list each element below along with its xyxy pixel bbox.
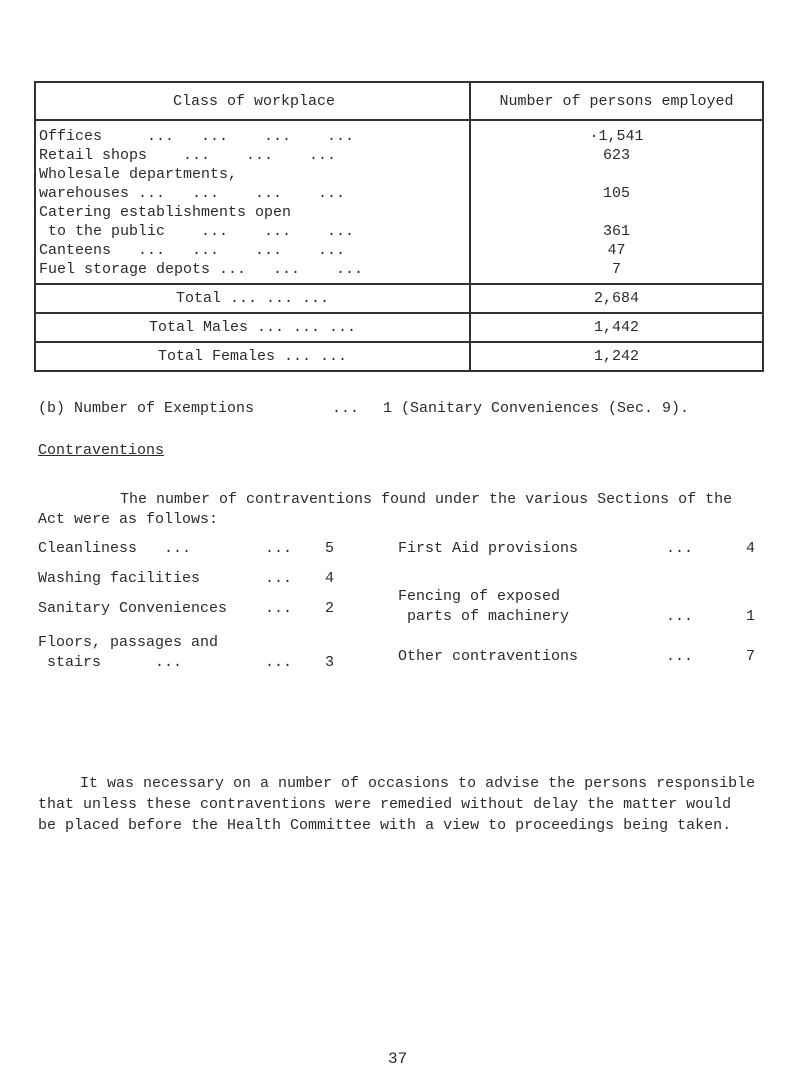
left-item-count: 2 <box>325 600 335 617</box>
right-item-label: Fencing of exposed <box>398 588 561 605</box>
left-item-label: stairs ... <box>38 654 183 671</box>
row-value: 623 <box>602 147 630 164</box>
total-males-value: 1,442 <box>470 313 763 342</box>
employment-table <box>34 81 764 372</box>
left-item-dots: ... <box>265 600 293 617</box>
row-value: 7 <box>611 261 621 278</box>
total-females-value: 1,242 <box>470 342 763 371</box>
row-label: Retail shops ... ... ... <box>39 147 337 164</box>
total-males-label: Total Males ... ... ... <box>35 313 470 342</box>
right-item-count: 7 <box>746 648 756 665</box>
persons-list <box>470 120 763 284</box>
contraventions-heading: Contraventions <box>38 442 165 459</box>
row-label: Offices ... ... ... ... <box>39 128 355 145</box>
left-item-label: Sanitary Conveniences <box>38 600 228 617</box>
right-item-dots: ... <box>666 540 694 557</box>
exemptions-dots: ... <box>332 400 360 417</box>
page-number: 37 <box>388 1050 408 1068</box>
left-item-dots: ... <box>265 654 293 671</box>
row-label: Canteens ... ... ... ... <box>39 242 346 259</box>
row-label: to the public ... ... ... <box>39 223 355 240</box>
exemptions-label: (b) Number of Exemptions <box>38 400 255 417</box>
total-value: 2,684 <box>470 284 763 313</box>
row-value: ·1,541 <box>589 128 644 145</box>
row-value: 47 <box>607 242 626 259</box>
row-value: 361 <box>602 223 630 240</box>
left-item-dots: ... <box>265 540 293 557</box>
header-persons: Number of persons employed <box>470 82 763 120</box>
row-label: Fuel storage depots ... ... ... <box>39 261 364 278</box>
left-item-label: Cleanliness ... <box>38 540 192 557</box>
row-label: warehouses ... ... ... ... <box>39 185 346 202</box>
left-item-dots: ... <box>265 570 293 587</box>
left-item-count: 5 <box>325 540 335 557</box>
right-item-label: First Aid provisions <box>398 540 579 557</box>
right-item-label: Other contraventions <box>398 648 579 665</box>
right-item-label: parts of machinery <box>398 608 570 625</box>
contraventions-list <box>38 540 778 680</box>
total-label: Total ... ... ... <box>35 284 470 313</box>
contraventions-intro: The number of contraventions found under the various Sections of the Act were as follows: <box>38 491 733 528</box>
right-item-dots: ... <box>666 648 694 665</box>
right-item-dots: ... <box>666 608 694 625</box>
row-value: 105 <box>602 185 630 202</box>
right-item-count: 1 <box>746 608 756 625</box>
workplace-list <box>35 120 470 284</box>
total-females-label: Total Females ... ... <box>35 342 470 371</box>
left-item-label: Floors, passages and <box>38 634 219 651</box>
row-label: Wholesale departments, <box>39 166 238 183</box>
header-workplace: Class of workplace <box>35 82 470 120</box>
row-label: Catering establishments open <box>39 204 292 221</box>
right-item-count: 4 <box>746 540 756 557</box>
left-item-count: 4 <box>325 570 335 587</box>
closing-paragraph: It was necessary on a number of occasions to advise the persons responsible that unless these contraventions were remedied without delay the matter would be placed before the Health Committee with a view to proceedings being taken. <box>38 775 756 834</box>
left-item-label: Washing facilities <box>38 570 201 587</box>
exemptions-value: 1 (Sanitary Conveniences (Sec. 9). <box>383 400 690 417</box>
left-item-count: 3 <box>325 654 335 671</box>
